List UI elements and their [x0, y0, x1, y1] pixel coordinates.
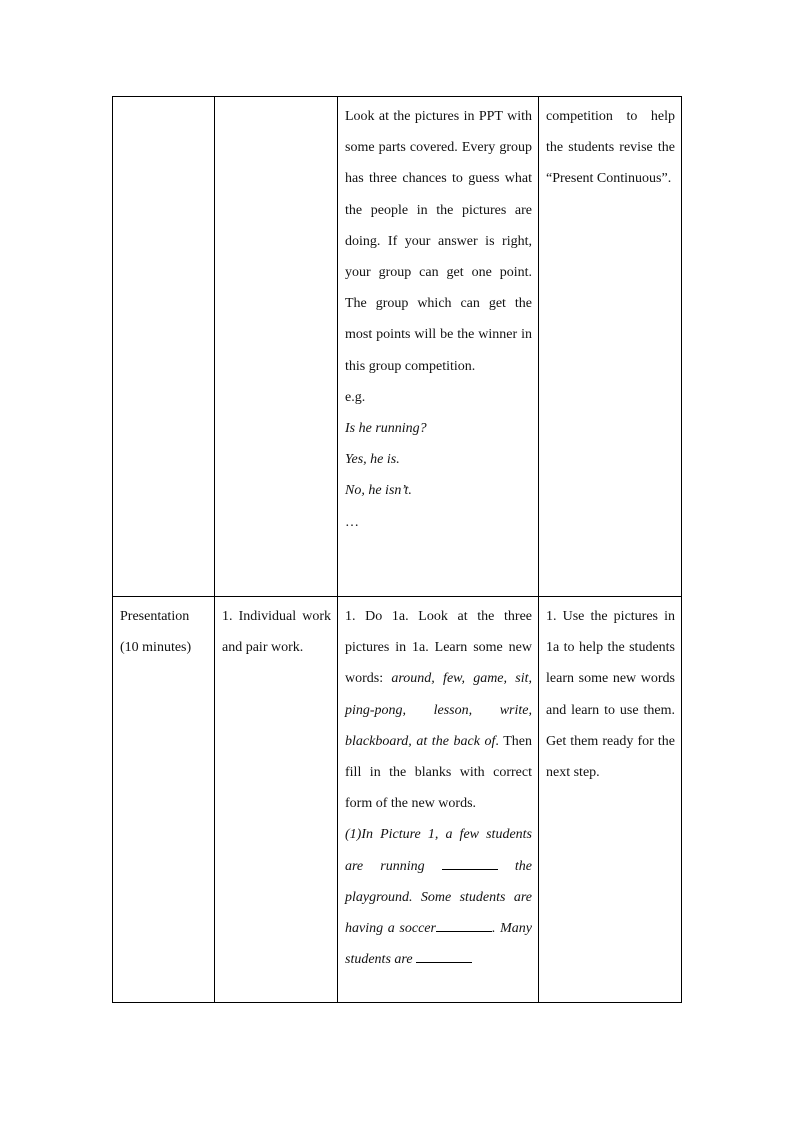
procedure-cell	[338, 597, 539, 1003]
procedure-tail: . Then fill in the blanks with correct form of the new words.	[345, 733, 533, 812]
example-answer-yes: Yes, he is.	[345, 452, 400, 468]
example-question: Is he running?	[345, 421, 427, 437]
example-answer-no: No, he isn’t.	[345, 483, 412, 499]
exercise-part-c: . Many students are	[345, 921, 532, 968]
procedure-instructions	[345, 601, 532, 819]
exercise-part-a: (1)In Picture 1, a few students are running	[345, 827, 532, 874]
ellipsis: …	[345, 514, 359, 530]
procedure-cell	[338, 97, 539, 597]
lesson-plan-table	[112, 96, 682, 1003]
procedure-intro: 1. Do 1a. Look at the three pictures in 1a. Learn some new words:	[345, 609, 532, 687]
answer-blank	[442, 855, 498, 870]
procedure-text: Look at the pictures in PPT with some parts covered. Every group has three chances to guess what the people in the pictures are doing. If your answer is right, your group can get one point. The group which can get the most points will be the winner in this group competition.	[345, 109, 532, 374]
stage-cell: Presentation (10 minutes)	[113, 597, 215, 1003]
answer-blank	[436, 917, 492, 932]
stage-cell	[113, 97, 215, 597]
activity-cell	[215, 97, 338, 597]
example-label: e.g.	[345, 389, 366, 405]
exercise-sentence	[345, 819, 532, 975]
new-words: around, few, game, sit, ping-pong, lesson, write, blackboard, at the back of	[345, 671, 532, 749]
activity-cell: 1. Individual work and pair work.	[215, 597, 338, 1003]
purpose-cell: competition to help the students revise the “Present Continuous”.	[539, 97, 682, 597]
purpose-cell: 1. Use the pictures in 1a to help the students learn some new words and learn to use them. Get them ready for the next step.	[539, 597, 682, 1003]
table-row	[113, 597, 682, 1003]
exercise-part-b: the playground. Some students are having a soccer	[345, 858, 533, 937]
answer-blank	[416, 948, 472, 963]
table-row	[113, 97, 682, 597]
